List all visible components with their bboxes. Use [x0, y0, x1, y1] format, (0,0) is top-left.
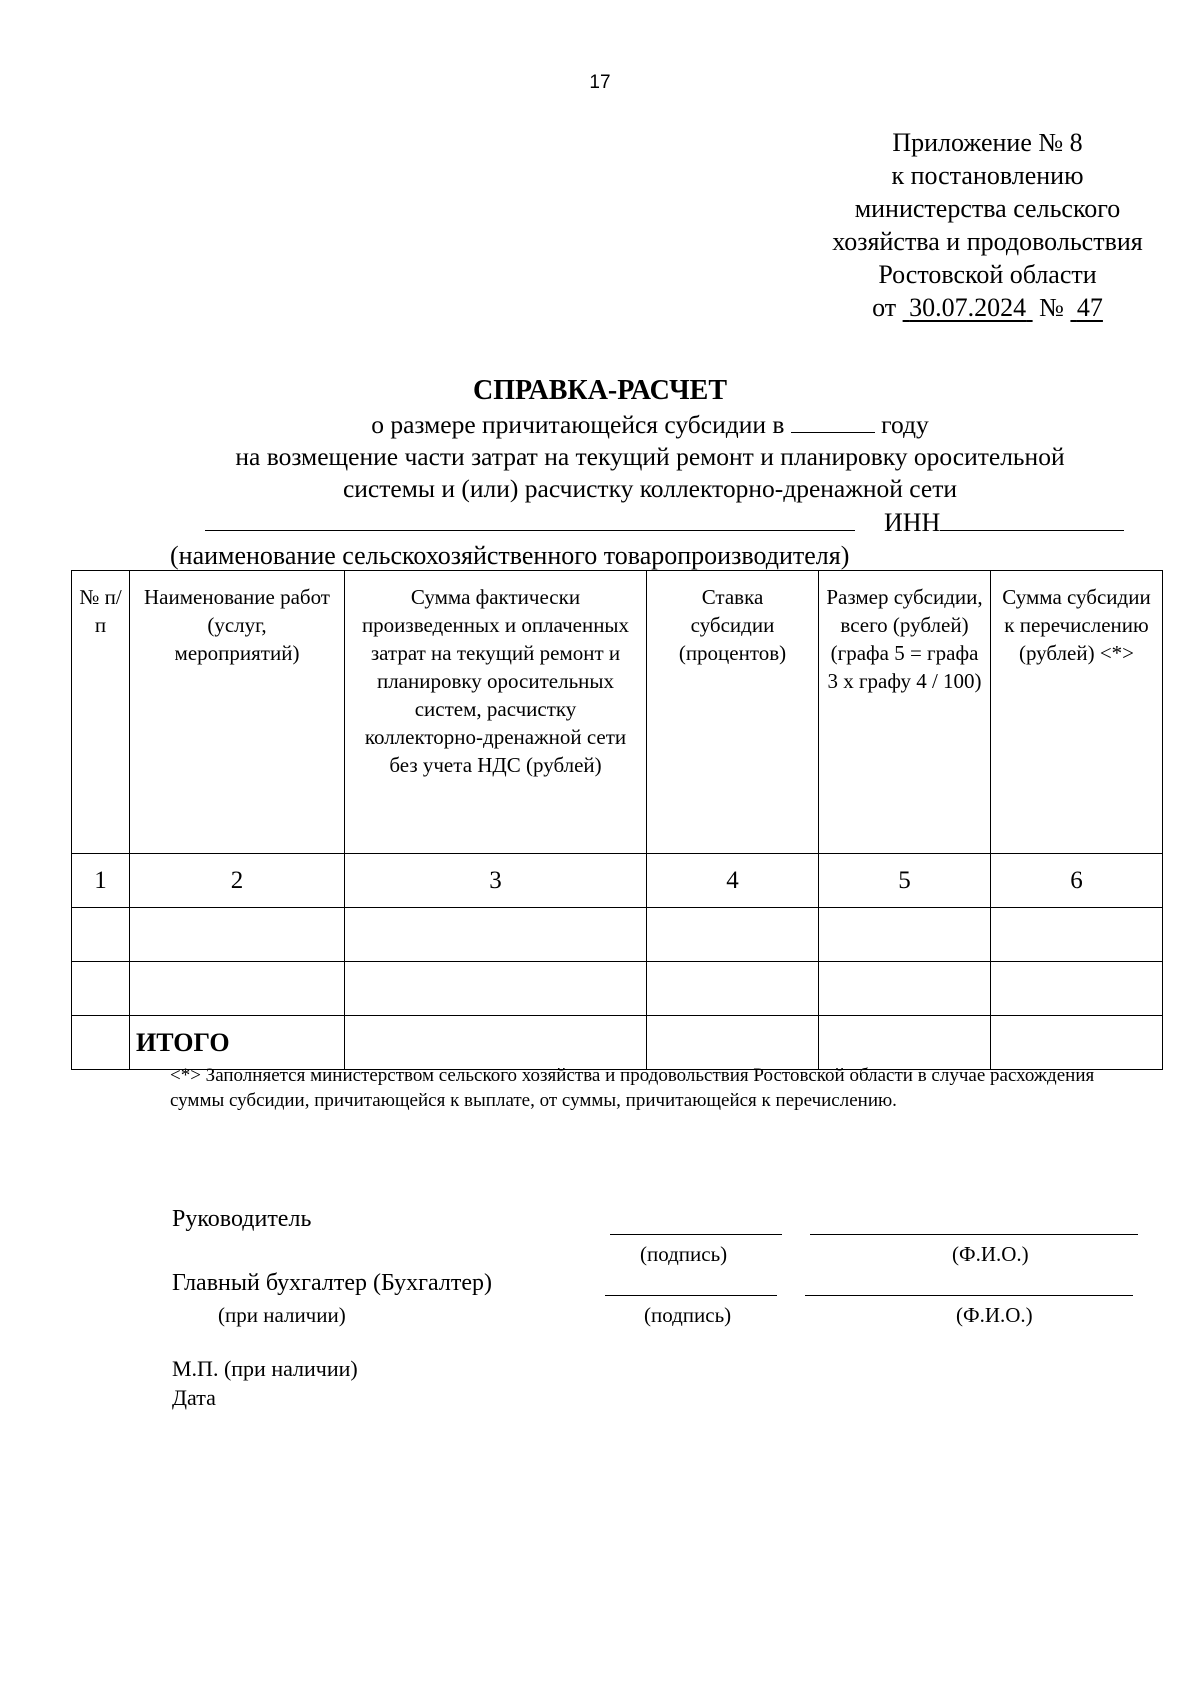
- column-number: 6: [991, 854, 1163, 908]
- table-cell[interactable]: [72, 962, 130, 1016]
- table-cell[interactable]: [647, 908, 819, 962]
- table-cell[interactable]: [991, 962, 1163, 1016]
- appendix-date: 30.07.2024: [909, 293, 1027, 322]
- appendix-number: 47: [1076, 293, 1103, 322]
- table-cell[interactable]: [819, 962, 991, 1016]
- organization-caption: (наименование сельскохозяйственного товаропроизводителя): [170, 541, 850, 570]
- table-cell[interactable]: [819, 1016, 991, 1070]
- subtitle-line-2: на возмещение части затрат на текущий ремонт и планировку оросительной: [235, 442, 1065, 471]
- accountant-note: (при наличии): [218, 1303, 346, 1327]
- table-row: [72, 908, 1163, 962]
- number-sign: №: [1039, 293, 1064, 322]
- column-number: 1: [72, 854, 130, 908]
- header-cell: Размер субсидии, всего (рублей) (графа 5 = графа 3 х графу 4 / 100): [819, 571, 991, 854]
- table-header-row: [72, 571, 1163, 854]
- appendix-line: Приложение № 8: [892, 128, 1083, 157]
- column-number: 5: [819, 854, 991, 908]
- name-caption: (Ф.И.О.): [956, 1303, 1033, 1327]
- subtitle-line-3: системы и (или) расчистку коллекторно-дренажной сети: [342, 474, 958, 503]
- header-cell: Сумма фактически произведенных и оплаченных затрат на текущий ремонт и планировку оросительных систем, расчистку коллекторно-дренажной сети без учета НДС (рублей): [345, 571, 647, 854]
- name-caption: (Ф.И.О.): [952, 1242, 1029, 1266]
- table-cell[interactable]: [130, 908, 345, 962]
- total-row: [72, 1016, 1163, 1070]
- appendix-line: министерства сельского: [854, 194, 1121, 223]
- organization-name-blank: [205, 506, 855, 531]
- head-name-line[interactable]: [810, 1234, 1138, 1235]
- appendix-line: хозяйства и продовольствия: [832, 227, 1143, 256]
- signature-caption: (подпись): [640, 1242, 728, 1266]
- document-title: СПРАВКА-РАСЧЕТ: [472, 375, 728, 406]
- accountant-signature-line[interactable]: [605, 1295, 777, 1296]
- year-blank: [791, 408, 875, 433]
- date-label: Дата: [172, 1385, 216, 1410]
- total-label: ИТОГО: [130, 1016, 345, 1070]
- column-number: 2: [130, 854, 345, 908]
- date-prefix: от: [872, 293, 897, 322]
- page-number: 17: [589, 72, 611, 93]
- header-cell: Сумма субсидии к перечислению (рублей) <*>: [991, 571, 1163, 854]
- header-cell: Ставка субсидии (процентов): [647, 571, 819, 854]
- document-subtitle: [150, 408, 1150, 505]
- stamp-note: М.П. (при наличии): [172, 1356, 358, 1381]
- column-number-row: [72, 854, 1163, 908]
- appendix-block: [760, 126, 1200, 324]
- column-number: 4: [647, 854, 819, 908]
- footnote: <*> Заполняется министерством сельского хозяйства и продовольствия Ростовской области в случае расхождения суммы субсидии, причитающейся к выплате, от суммы, причитающейся к перечислению.: [170, 1065, 1095, 1111]
- table-row: [72, 962, 1163, 1016]
- table-cell[interactable]: [72, 1016, 130, 1070]
- organization-row: [205, 506, 1124, 539]
- appendix-line: к постановлению: [891, 161, 1084, 190]
- table-cell[interactable]: [991, 908, 1163, 962]
- head-label: Руководитель: [172, 1206, 312, 1232]
- table-cell[interactable]: [345, 962, 647, 1016]
- table-cell[interactable]: [647, 1016, 819, 1070]
- table-cell[interactable]: [345, 908, 647, 962]
- table-cell[interactable]: [819, 908, 991, 962]
- table-cell[interactable]: [647, 962, 819, 1016]
- accountant-name-line[interactable]: [805, 1295, 1133, 1296]
- table-cell[interactable]: [991, 1016, 1163, 1070]
- appendix-date-line: [760, 291, 1200, 324]
- header-cell: Наименование работ (услуг, мероприятий): [130, 571, 345, 854]
- subsidy-table: [71, 570, 1163, 1070]
- table-cell[interactable]: [72, 908, 130, 962]
- signature-caption: (подпись): [644, 1303, 732, 1327]
- inn-label: ИНН: [884, 508, 941, 537]
- column-number: 3: [345, 854, 647, 908]
- inn-blank: [940, 506, 1124, 531]
- accountant-label: Главный бухгалтер (Бухгалтер): [172, 1270, 492, 1296]
- table-cell[interactable]: [130, 962, 345, 1016]
- appendix-line: Ростовской области: [878, 260, 1097, 289]
- table-cell[interactable]: [345, 1016, 647, 1070]
- header-cell: № п/п: [72, 571, 130, 854]
- head-signature-line[interactable]: [610, 1234, 782, 1235]
- subtitle-line-1: о размере причитающейся субсидии в году: [371, 410, 929, 439]
